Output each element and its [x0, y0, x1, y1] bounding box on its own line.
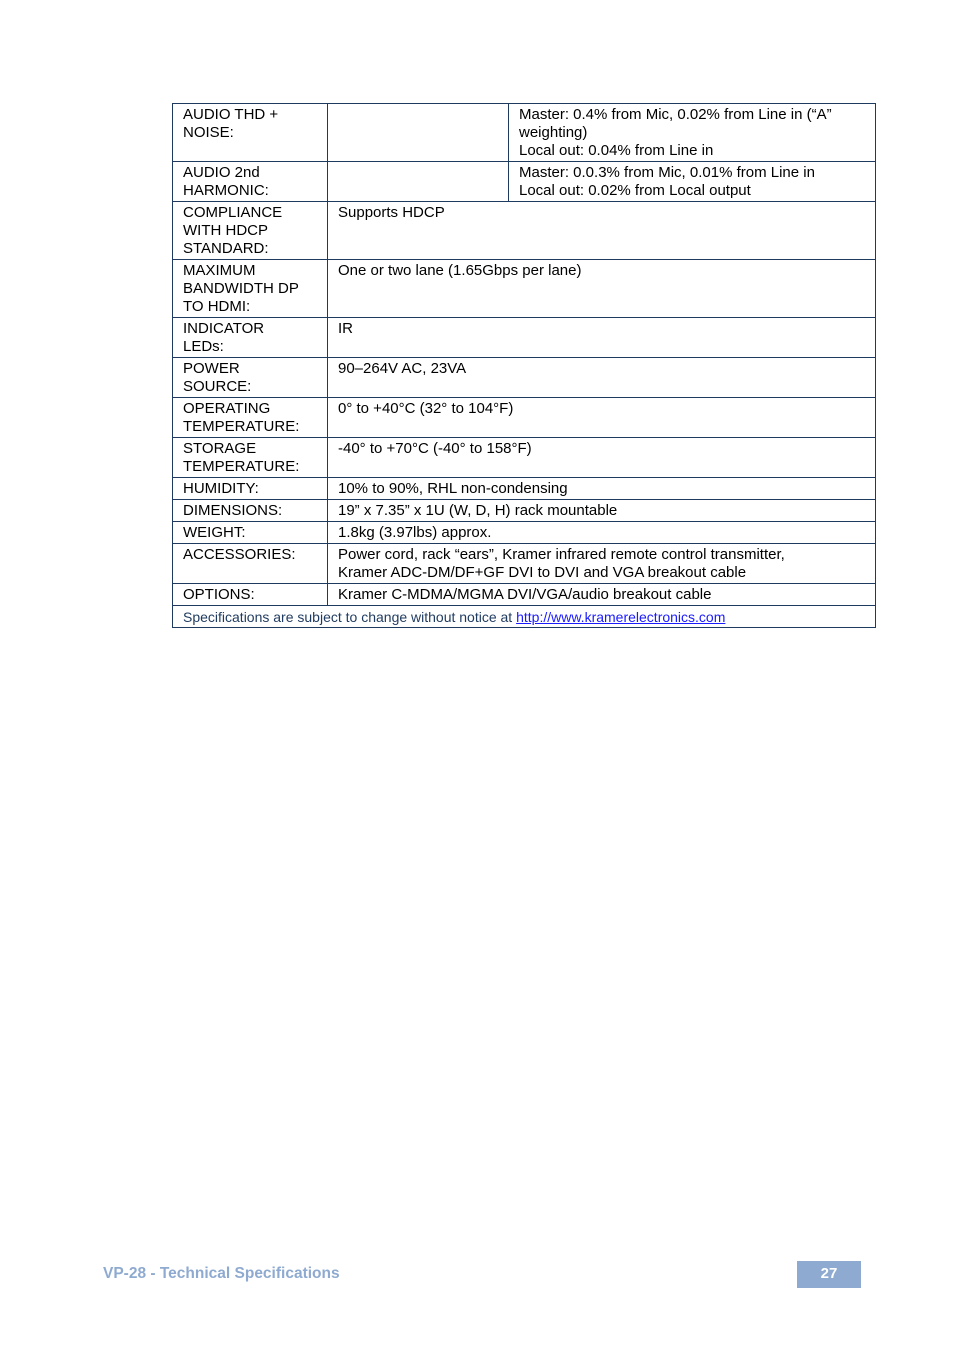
table-row [173, 162, 876, 202]
spec-note [173, 606, 876, 628]
spec-value: Kramer C-MDMA/MGMA DVI/VGA/audio breakout cable [328, 584, 876, 606]
table-row [173, 584, 876, 606]
spec-value: -40° to +70°C (-40° to 158°F) [328, 438, 876, 478]
spec-label: POWER SOURCE: [173, 358, 328, 398]
table-row [173, 398, 876, 438]
spec-label: INDICATOR LEDs: [173, 318, 328, 358]
table-row [173, 500, 876, 522]
spec-label: ACCESSORIES: [173, 544, 328, 584]
spec-label: WEIGHT: [173, 522, 328, 544]
spec-value: 0° to +40°C (32° to 104°F) [328, 398, 876, 438]
spec-value: 10% to 90%, RHL non-condensing [328, 478, 876, 500]
spec-label: OPERATING TEMPERATURE: [173, 398, 328, 438]
table-row [173, 260, 876, 318]
spec-value: Master: 0.0.3% from Mic, 0.01% from Line in Local out: 0.02% from Local output [509, 162, 876, 202]
table-row [173, 318, 876, 358]
spec-value: 1.8kg (3.97lbs) approx. [328, 522, 876, 544]
spec-label: DIMENSIONS: [173, 500, 328, 522]
spec-value: 90–264V AC, 23VA [328, 358, 876, 398]
page-number-badge: 27 [797, 1261, 861, 1288]
kramer-website-link[interactable]: http://www.kramerelectronics.com [516, 609, 726, 625]
spec-label: OPTIONS: [173, 584, 328, 606]
table-row [173, 104, 876, 162]
spec-value: Power cord, rack “ears”, Kramer infrared remote control transmitter, Kramer ADC-DM/DF+GF DVI to DVI and VGA breakout cable [328, 544, 876, 584]
spec-table [172, 103, 876, 628]
spec-value: Supports HDCP [328, 202, 876, 260]
spec-value: IR [328, 318, 876, 358]
spec-label: MAXIMUM BANDWIDTH DP TO HDMI: [173, 260, 328, 318]
table-row [173, 358, 876, 398]
spec-label: AUDIO THD + NOISE: [173, 104, 328, 162]
footer-title: VP-28 - Technical Specifications [103, 1265, 340, 1282]
spec-note-row [173, 606, 876, 628]
spec-value: One or two lane (1.65Gbps per lane) [328, 260, 876, 318]
table-row [173, 522, 876, 544]
spec-value: 19” x 7.35” x 1U (W, D, H) rack mountable [328, 500, 876, 522]
spec-empty-cell [328, 162, 509, 202]
table-row [173, 544, 876, 584]
table-row [173, 478, 876, 500]
spec-note-text: Specifications are subject to change without notice at [183, 609, 517, 625]
spec-value: Master: 0.4% from Mic, 0.02% from Line in (“A” weighting) Local out: 0.04% from Line in [509, 104, 876, 162]
spec-empty-cell [328, 104, 509, 162]
spec-label: COMPLIANCE WITH HDCP STANDARD: [173, 202, 328, 260]
spec-label: AUDIO 2nd HARMONIC: [173, 162, 328, 202]
spec-label: HUMIDITY: [173, 478, 328, 500]
table-row [173, 202, 876, 260]
spec-label: STORAGE TEMPERATURE: [173, 438, 328, 478]
table-row [173, 438, 876, 478]
